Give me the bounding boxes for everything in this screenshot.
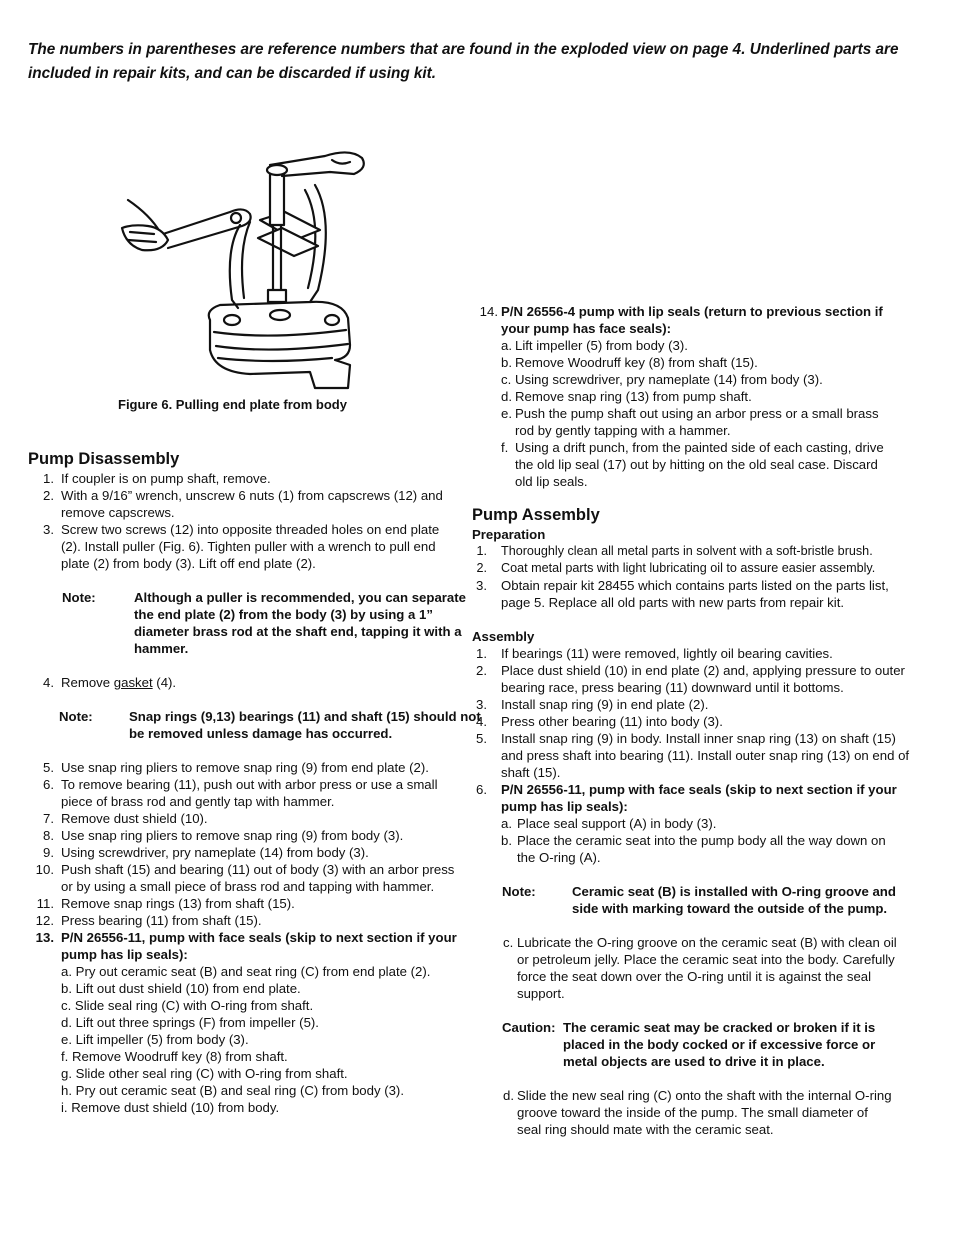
sub-item — [472, 439, 895, 490]
caution-text: The ceramic seat may be cracked or broken if it is placed in the body cocked or if excessive force or metal objects are used to drive it in place. — [563, 1020, 876, 1069]
list-item — [472, 543, 912, 560]
sub-letter: d. — [501, 389, 512, 404]
step-text: Using screwdriver, pry nameplate (14) from body (3). — [61, 845, 369, 860]
step-text: To remove bearing (11), push out with arbor press or use a small piece of brass rod and gently tap with hammer. — [61, 777, 438, 809]
sub-text: Place seal support (A) in body (3). — [517, 816, 717, 831]
step-number: 8. — [43, 828, 54, 843]
step-text: P/N 26556-4 pump with lip seals (return to previous section if your pump has face seals): — [501, 304, 883, 336]
sub-item: a. Pry out ceramic seat (B) and seat ring (C) from end plate (2). — [61, 964, 431, 979]
step-text: Thoroughly clean all metal parts in solvent with a soft-bristle brush. — [501, 544, 873, 558]
sub-item: i. Remove dust shield (10) from body. — [61, 1100, 280, 1115]
list-item — [472, 696, 912, 713]
step-text: With a 9/16” wrench, unscrew 6 nuts (1) from capscrews (12) and remove capscrews. — [61, 488, 443, 520]
sub-item: d. Lift out three springs (F) from impeller (5). — [61, 1015, 319, 1030]
sub-item: e. Lift impeller (5) from body (3). — [61, 1032, 249, 1047]
list-item — [472, 662, 912, 696]
assembly-title: Pump Assembly — [472, 506, 600, 524]
note-label: Note: — [59, 709, 93, 724]
sub-letter: c. — [503, 935, 514, 950]
note-label: Note: — [62, 590, 96, 605]
step-number: 10. — [35, 862, 54, 877]
puller-icon — [110, 150, 375, 395]
step-number: 2. — [476, 663, 487, 678]
note-label: Note: — [502, 884, 536, 899]
sub-letter: b. — [501, 833, 512, 848]
note-text: Ceramic seat (B) is installed with O-ring groove and side with marking toward the outside of the pump. — [572, 884, 896, 916]
step-number: 6. — [43, 777, 54, 792]
list-item — [472, 303, 912, 337]
sub-item — [472, 388, 912, 405]
puller-illustration — [110, 150, 375, 395]
step-number: 9. — [43, 845, 54, 860]
list-item — [472, 560, 912, 577]
list-item — [28, 912, 458, 929]
step-number: 5. — [476, 731, 487, 746]
step-text: Coat metal parts with light lubricating oil to assure easier assembly. — [501, 561, 876, 575]
step-text: Push shaft (15) and bearing (11) out of body (3) with an arbor press or by using a small piece of brass rod and tapping with hammer. — [61, 862, 455, 894]
step-number: 5. — [43, 760, 54, 775]
figure-caption: Figure 6. Pulling end plate from body — [118, 397, 347, 412]
list-item — [28, 759, 458, 776]
step-number: 1. — [476, 646, 487, 661]
list-item — [28, 674, 458, 691]
list-item — [472, 713, 912, 730]
list-item — [28, 895, 458, 912]
list-item — [28, 844, 458, 861]
step-text: Remove — [61, 675, 114, 690]
list-item — [472, 730, 912, 781]
sub-item — [472, 934, 905, 1002]
sub-letter: c. — [501, 372, 512, 387]
step-text: Obtain repair kit 28455 which contains parts listed on the parts list, page 5. Replace all old parts with new parts from repair kit. — [501, 578, 889, 610]
sub-item — [472, 405, 895, 439]
step-number: 1. — [476, 544, 487, 558]
sub-text: Lubricate the O-ring groove on the ceramic seat (B) with clean oil or petroleum jelly. Place the ceramic seat into the body. Carefully force the seat down over the O-ring until it is against the seal support. — [517, 935, 897, 1001]
step-number: 14. — [479, 304, 498, 319]
sub-letter: b. — [501, 355, 512, 370]
list-item — [472, 645, 912, 662]
step-number: 6. — [476, 782, 487, 797]
note-ceramic-seat — [502, 883, 922, 917]
sub-item: h. Pry out ceramic seat (B) and seal ring (C) from body (3). — [61, 1083, 404, 1098]
sub-text: Slide the new seal ring (C) onto the shaft with the internal O-ring groove toward the inside of the pump. The small diameter of seal ring should mate with the ceramic seat. — [517, 1088, 892, 1137]
assembly-subtitle: Assembly — [472, 629, 535, 644]
step-number: 1. — [43, 471, 54, 486]
caution-ceramic-seat — [502, 1019, 903, 1070]
note-puller — [62, 589, 484, 657]
sub-letter: a. — [501, 338, 512, 353]
sub-item: b. Lift out dust shield (10) from end plate. — [61, 981, 301, 996]
step-text: (4). — [152, 675, 177, 690]
list-item — [28, 827, 458, 844]
step-number: 7. — [43, 811, 54, 826]
preparation-title: Preparation — [472, 527, 546, 542]
intro-note: The numbers in parentheses are reference numbers that are found in the exploded view on page 4. Underlined parts are included in repair kits, and can be discarded if using kit. — [28, 41, 899, 82]
step-number: 3. — [476, 578, 487, 593]
underlined-part: gasket — [113, 675, 153, 690]
list-item — [28, 861, 458, 895]
sub-text: Place the ceramic seat into the pump body all the way down on the O-ring (A). — [517, 833, 886, 865]
list-item — [472, 781, 912, 815]
step-text: If coupler is on pump shaft, remove. — [61, 471, 271, 486]
sub-letter: f. — [501, 440, 509, 455]
step-text: Place dust shield (10) in end plate (2) and, applying pressure to outer bearing race, press bearing (11) downward until it bottoms. — [501, 663, 905, 695]
sub-text: Using screwdriver, pry nameplate (14) from body (3). — [515, 372, 823, 387]
step-text: Use snap ring pliers to remove snap ring (9) from end plate (2). — [61, 760, 429, 775]
step-text: Screw two screws (12) into opposite threaded holes on end plate (2). Install puller (Fig. 6). Tighten puller with a wrench to pull end plate (2) from body (3). Lift off end plate (2). — [61, 522, 440, 571]
step-number: 13. — [35, 930, 54, 945]
list-item — [28, 521, 458, 572]
step-text: Install snap ring (9) in end plate (2). — [501, 697, 709, 712]
step-number: 2. — [43, 488, 54, 503]
list-item — [28, 776, 458, 810]
sub-item: c. Slide seal ring (C) with O-ring from shaft. — [61, 998, 314, 1013]
step-text: Use snap ring pliers to remove snap ring (9) from body (3). — [61, 828, 404, 843]
step-number: 12. — [35, 913, 54, 928]
sub-item — [472, 337, 912, 354]
step-text: P/N 26556-11, pump with face seals (skip to next section if your pump has lip seals): — [501, 782, 897, 814]
step-text: Press other bearing (11) into body (3). — [501, 714, 723, 729]
step-text: Remove dust shield (10). — [61, 811, 208, 826]
disassembly-title: Pump Disassembly — [28, 450, 180, 468]
caution-label: Caution: — [502, 1020, 556, 1035]
sub-letter: a. — [501, 816, 512, 831]
list-item — [28, 487, 458, 521]
disassembly-section — [28, 448, 481, 1116]
step-text: If bearings (11) were removed, lightly oil bearing cavities. — [501, 646, 833, 661]
sub-item — [472, 354, 912, 371]
step-number: 2. — [476, 561, 487, 575]
list-item — [28, 929, 458, 963]
sub-text: Remove snap ring (13) from pump shaft. — [515, 389, 752, 404]
step-text: Install snap ring (9) in body. Install inner snap ring (13) on shaft (15) and press shaft into bearing (11). Install outer snap ring (13) on end of shaft (15). — [501, 731, 910, 780]
step-text: Remove snap rings (13) from shaft (15). — [61, 896, 295, 911]
step-number: 3. — [43, 522, 54, 537]
sub-letter: e. — [501, 406, 512, 421]
sub-item — [472, 1087, 892, 1138]
sub-item: g. Slide other seal ring (C) with O-ring from shaft. — [61, 1066, 348, 1081]
step-number: 3. — [476, 697, 487, 712]
sub-text: Using a drift punch, from the painted side of each casting, drive the old lip seal (17) out by hitting on the old seal case. Discard old lip seals. — [515, 440, 884, 489]
step-number: 11. — [36, 896, 54, 911]
sub-letter: d. — [503, 1088, 514, 1103]
list-item — [28, 470, 458, 487]
sub-text: Lift impeller (5) from body (3). — [515, 338, 688, 353]
sub-item — [472, 371, 912, 388]
list-item — [472, 577, 912, 611]
note-text: Although a puller is recommended, you can separate the end plate (2) from the body (3) by using a 1” diameter brass rod at the shaft end, tapping it with a hammer. — [134, 590, 466, 656]
step-number: 4. — [476, 714, 487, 729]
step-number: 4. — [43, 675, 54, 690]
sub-text: Remove Woodruff key (8) from shaft (15). — [515, 355, 758, 370]
sub-item — [472, 832, 902, 866]
right-column — [472, 303, 912, 1138]
sub-item: f. Remove Woodruff key (8) from shaft. — [61, 1049, 288, 1064]
step-text: Press bearing (11) from shaft (15). — [61, 913, 262, 928]
step-text: P/N 26556-11, pump with face seals (skip to next section if your pump has lip seals): — [61, 930, 457, 962]
note-snap-rings — [59, 708, 489, 742]
sub-text: Push the pump shaft out using an arbor press or a small brass rod by gently tapping with a hammer. — [515, 406, 879, 438]
sub-item — [472, 815, 912, 832]
list-item — [28, 810, 458, 827]
note-text: Snap rings (9,13) bearings (11) and shaft (15) should not be removed unless damage has occurred. — [129, 709, 481, 741]
